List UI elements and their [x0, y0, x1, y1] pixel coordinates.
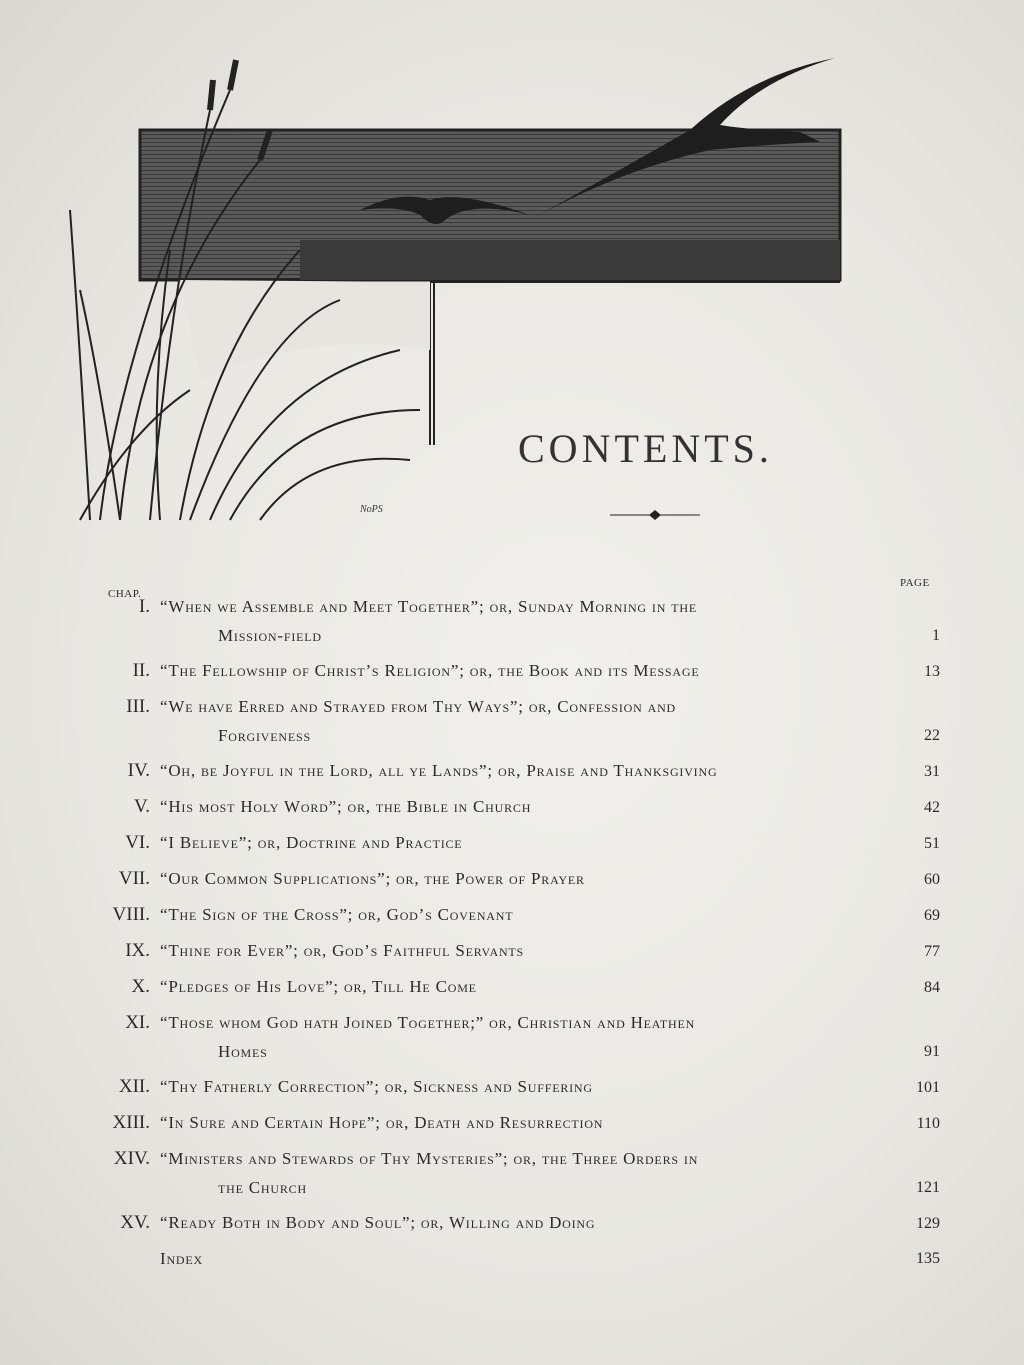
toc-entry[interactable]: [100, 1208, 940, 1238]
chapter-number: XV.: [120, 1212, 150, 1233]
chapter-number: XII.: [118, 1076, 150, 1097]
chapter-number: VIII.: [112, 904, 150, 925]
chapter-title: “I Believe”; or, Doctrine and Practice: [160, 833, 463, 852]
toc-entry[interactable]: [100, 792, 940, 822]
table-of-contents: [100, 592, 940, 1279]
chapter-title: Index: [160, 1249, 203, 1268]
toc-entry[interactable]: [100, 1244, 940, 1273]
chapter-number: IV.: [127, 760, 150, 781]
page-number: 13: [924, 663, 940, 680]
chapter-number: III.: [126, 696, 150, 717]
chapter-title: “Our Common Supplications”; or, the Power of Prayer: [160, 869, 585, 888]
chapter-number: XIV.: [113, 1148, 150, 1169]
leader-dots: [599, 864, 888, 893]
chapter-number: II.: [132, 660, 150, 681]
page-number: 110: [916, 1115, 940, 1132]
toc-entry[interactable]: [100, 656, 940, 686]
chapter-number: I.: [138, 596, 150, 617]
page-number: 101: [916, 1079, 940, 1096]
chapter-number: IX.: [125, 940, 150, 961]
toc-entry[interactable]: [100, 900, 940, 930]
chapter-number: XI.: [125, 1012, 150, 1033]
page-number: 69: [924, 907, 940, 924]
ornament-divider-icon: [610, 508, 700, 522]
chapter-title: “Thy Fatherly Correction”; or, Sickness and Suffering: [160, 1077, 593, 1096]
chapter-title: “Ready Both in Body and Soul”; or, Willing and Doing: [160, 1213, 596, 1232]
toc-entry[interactable]: [100, 1008, 940, 1066]
chapter-title: “His most Holy Word”; or, the Bible in Church: [160, 797, 532, 816]
chapter-title: “Ministers and Stewards of Thy Mysteries”; or, the Three Orders in: [160, 1149, 699, 1168]
chapter-title: “The Sign of the Cross”; or, God’s Covenant: [160, 905, 514, 924]
page-number: 135: [916, 1250, 940, 1267]
page-number: 121: [916, 1179, 940, 1196]
page-number: 22: [924, 727, 940, 744]
toc-entry[interactable]: [100, 756, 940, 786]
chapter-title-continued: Mission-field: [218, 626, 322, 645]
chapter-number: VII.: [118, 868, 150, 889]
chapter-title-continued: Homes: [218, 1042, 268, 1061]
page-number: 84: [924, 979, 940, 996]
leader-dots: [321, 1173, 888, 1202]
chapter-title: “We have Erred and Strayed from Thy Ways”; or, Confession and: [160, 697, 677, 716]
toc-entry[interactable]: [100, 864, 940, 894]
toc-entry[interactable]: [100, 936, 940, 966]
leader-dots: [336, 621, 888, 650]
illustrator-signature: NoPS: [360, 504, 383, 515]
chapter-title: “Those whom God hath Joined Together;” or, Christian and Heathen: [160, 1013, 696, 1032]
leader-dots: [607, 1072, 888, 1101]
chapter-title-continued: Forgiveness: [218, 726, 311, 745]
page-number: 60: [924, 871, 940, 888]
toc-entry[interactable]: [100, 1144, 940, 1202]
leader-dots: [527, 900, 888, 929]
page-number: 1: [932, 627, 940, 644]
chapter-title: “Oh, be Joyful in the Lord, all ye Lands”; or, Praise and Thanksgiving: [160, 761, 718, 780]
leader-dots: [538, 936, 888, 965]
page-number: 77: [924, 943, 940, 960]
page-title: CONTENTS.: [518, 426, 773, 471]
chapter-title: “Pledges of His Love”; or, Till He Come: [160, 977, 477, 996]
leader-dots: [491, 972, 888, 1001]
page-number: 51: [924, 835, 940, 852]
leader-dots: [609, 1208, 888, 1237]
leader-dots: [217, 1244, 888, 1273]
leader-dots: [476, 828, 888, 857]
toc-entry[interactable]: [100, 1072, 940, 1102]
chapter-title: “The Fellowship of Christ’s Religion”; or, the Book and its Message: [160, 661, 700, 680]
leader-dots: [713, 656, 888, 685]
chapter-number: XIII.: [112, 1112, 150, 1133]
page-column-header: PAGE: [900, 577, 930, 589]
toc-entry[interactable]: [100, 1108, 940, 1138]
page-number: 31: [924, 763, 940, 780]
toc-entry[interactable]: [100, 972, 940, 1002]
chapter-number: V.: [133, 796, 150, 817]
leader-dots: [282, 1037, 888, 1066]
chapter-title-continued: the Church: [218, 1178, 307, 1197]
chapter-title: “In Sure and Certain Hope”; or, Death and Resurrection: [160, 1113, 604, 1132]
chapter-title: “When we Assemble and Meet Together”; or, Sunday Morning in the: [160, 597, 697, 616]
chapter-number: X.: [131, 976, 150, 997]
chapter-title: “Thine for Ever”; or, God’s Faithful Servants: [160, 941, 525, 960]
page-number: 42: [924, 799, 940, 816]
toc-entry[interactable]: [100, 828, 940, 858]
chapter-number: VI.: [125, 832, 150, 853]
toc-entry[interactable]: [100, 692, 940, 750]
leader-dots: [545, 792, 888, 821]
chap-column-header: CHAP.: [108, 588, 142, 600]
illustration-ducks-and-reeds: [60, 50, 900, 540]
toc-entry[interactable]: [100, 592, 940, 650]
page-number: 91: [924, 1043, 940, 1060]
leader-dots: [731, 756, 888, 785]
leader-dots: [617, 1108, 888, 1137]
page-number: 129: [916, 1215, 940, 1232]
leader-dots: [325, 721, 888, 750]
